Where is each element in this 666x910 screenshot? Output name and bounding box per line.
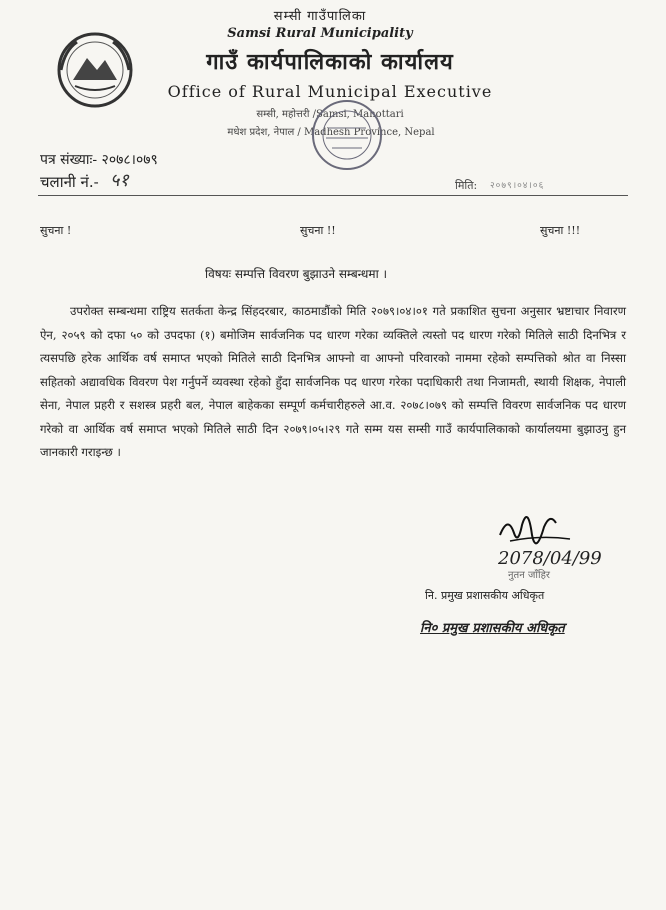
dispatch-number-label: चलानी नं.- [40, 173, 99, 191]
notice-label-1: सुचना ! [40, 224, 72, 237]
header-address: सम्सी, महोत्तरी /Samsi, Mahottari [256, 109, 404, 120]
header-province: मधेश प्रदेश, नेपाल / Madhesh Province, Nepal [227, 127, 435, 138]
signatory-name: नुतन जाँहिर [508, 570, 550, 581]
header-english-name: Samsi Rural Municipality [227, 26, 413, 41]
officer-stamp-title: नि० प्रमुख प्रशासकीय अधिकृत [420, 621, 565, 636]
date-label: मिति: [455, 179, 478, 192]
header-divider [38, 195, 628, 196]
header-office-nepali: गाउँ कार्यपालिकाको कार्यालय [206, 49, 454, 75]
officer-title: नि. प्रमुख प्रशासकीय अधिकृत [425, 589, 545, 602]
office-stamp [310, 98, 384, 172]
header-nepali-name: सम्सी गाउँपालिका [273, 9, 367, 24]
body-paragraph: उपरोक्त सम्बन्धमा राष्ट्रिय सतर्कता केन्द्र सिंहदरबार, काठमाडौंको मिति २०७९।०४।०१ गते प्रकाशित सुचना अनुसार भ्रष्टाचार निवारण ऐन, २०५९ को दफा ५० को उपदफा (१) बमोजिम सार्वजनिक पद धारण गरेका व्यक्तिले त्यस्तो पद धारण गरेको मितिले साठी दिनभित्र र त्यसपछि हरेक आर्थिक वर्ष समाप्त भएको मितिले साठी दिनभित्र आफ्नो वा आफ्नो परिवारको नाममा रहेको सम्पत्तिको श्रोत वा निस्सा सहितको अद्यावधिक विवरण पेश गर्नुपर्ने व्यवस्था रहेको हुँदा सार्वजनिक पद धारण गरेका पदाधिकारी तथा निजामती, स्थायी शिक्षक, नेपाली सेना, नेपाल प्रहरी र सशस्त्र प्रहरी बल, नेपाल बाहेकका सम्पूर्ण कर्मचारीहरुले आ.व. २०७८।०७९ को सम्पत्ति विवरण सार्वजनिक पद धारण गरेको वा आर्थिक वर्ष समाप्त भएको मितिले साठी दिन २०७९।०५।२९ गते सम्म यस सम्सी गाउँ कार्यपालिकाको कार्यालयमा बुझाउनु हुन जानकारी गराइन्छ । [40, 304, 626, 459]
date-value: २०७९।०४।०६ [490, 181, 545, 191]
signature-date: 2078/04/99 [498, 548, 602, 569]
dispatch-number-value: ५१ [110, 170, 129, 191]
letter-number: पत्र संख्याः- २०७८।०७९ [40, 152, 158, 168]
header-office-english: Office of Rural Municipal Executive [167, 82, 493, 101]
subject-line: विषयः सम्पत्ति विवरण बुझाउने सम्बन्धमा । [205, 267, 388, 281]
notice-label-2: सुचना !! [300, 224, 336, 237]
notice-label-3: सुचना !!! [540, 224, 581, 237]
